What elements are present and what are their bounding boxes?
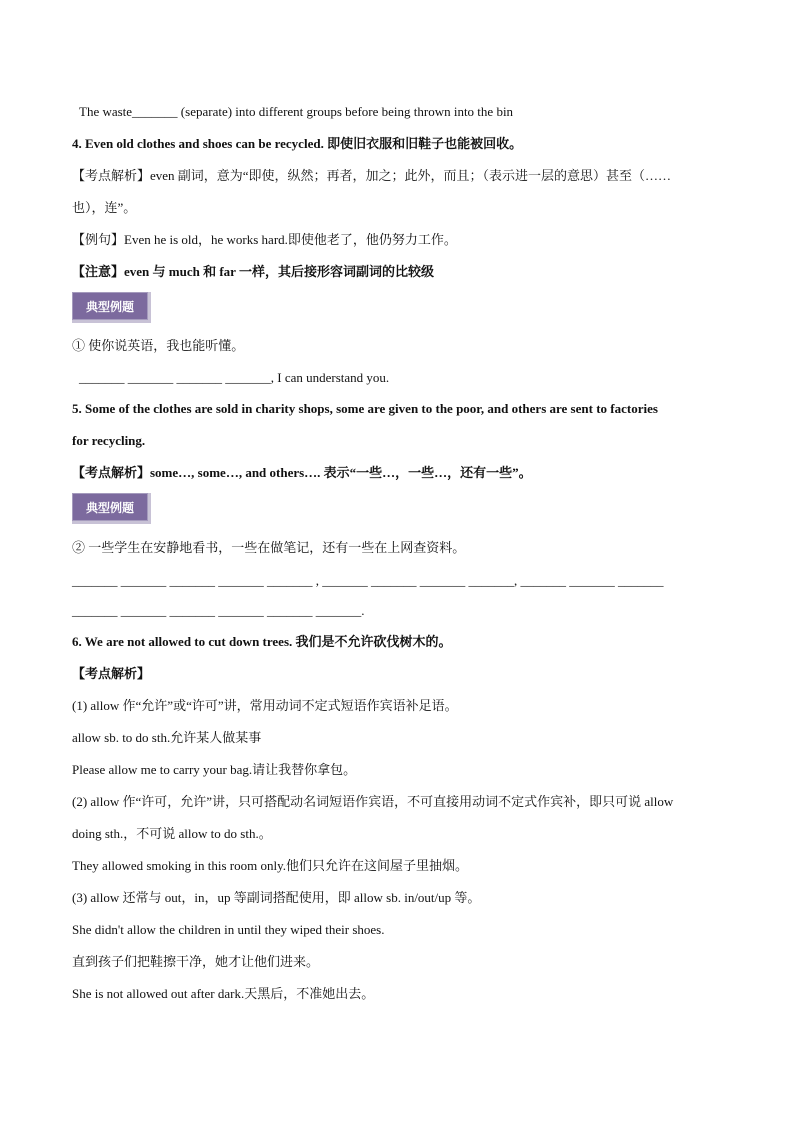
item4-example: 【例句】Even he is old，he works hard.即使他老了，他仍努力工作。	[72, 232, 457, 247]
allow-point-3-example-2: She is not allowed out after dark.天黑后，不准她出去。	[72, 986, 375, 1001]
item6-analysis-head: 【考点解析】	[72, 666, 151, 681]
item5-analysis: 【考点解析】some…, some…, and others…. 表示“一些…，一些…，还有一些”。	[72, 465, 532, 480]
q2-prompt: ② 一些学生在安静地看书，一些在做笔记，还有一些在上网查资料。	[72, 540, 466, 555]
allow-point-1: (1) allow 作“允许”或“许可”讲，常用动词不定式短语作宾语补足语。	[72, 698, 458, 713]
item6-title: 6. We are not allowed to cut down trees. 我们是不允许砍伐树木的。	[72, 634, 452, 649]
allow-point-1-pattern: allow sb. to do sth.允许某人做某事	[72, 730, 262, 745]
allow-point-2-example: They allowed smoking in this room only.他们只允许在这间屋子里抽烟。	[72, 858, 468, 873]
allow-point-3-example-en: She didn't allow the children in until they wiped their shoes.	[72, 922, 385, 937]
allow-point-3: (3) allow 还常与 out，in，up 等副词搭配使用，即 allow sb. in/out/up 等。	[72, 890, 481, 905]
item4-title: 4. Even old clothes and shoes can be recycled. 即使旧衣服和旧鞋子也能被回收。	[72, 136, 523, 151]
item4-analysis-2: 也），连”。	[72, 200, 137, 215]
typical-example-badge: 典型例题	[72, 493, 151, 524]
allow-point-2-b: doing sth.，不可说 allow to do sth.。	[72, 826, 272, 841]
q1-prompt: ① 使你说英语，我也能听懂。	[72, 338, 245, 353]
allow-point-1-example: Please allow me to carry your bag.请让我替你拿包。	[72, 762, 357, 777]
allow-point-2-a: (2) allow 作“许可，允许”讲，只可搭配动名词短语作宾语，不可直接用动词不定式作宾补，即只可说 allow	[72, 794, 674, 809]
q2-answer-blanks-2: _______ _______ _______ _______ _______ _______.	[72, 603, 365, 618]
item4-note: 【注意】even 与 much 和 far 一样，其后接形容词副词的比较级	[72, 264, 434, 279]
item5-title-1: 5. Some of the clothes are sold in charity shops, some are given to the poor, and others are sent to factories	[72, 401, 658, 416]
allow-point-3-example-zh: 直到孩子们把鞋擦干净，她才让他们进来。	[72, 954, 320, 969]
item5-title-2: for recycling.	[72, 433, 146, 448]
typical-example-badge: 典型例题	[72, 292, 151, 323]
item4-analysis-1: 【考点解析】even 副词，意为“即使，纵然；再者，加之；此外，而且；（表示进一层的意思）甚至（……	[72, 168, 672, 183]
q1-answer-blanks: _______ _______ _______ _______, I can understand you.	[79, 370, 390, 385]
q2-answer-blanks-1: _______ _______ _______ _______ _______ , _______ _______ _______ _______, _______ _______ _______	[72, 573, 664, 588]
waste-example: The waste_______ (separate) into different groups before being thrown into the bin	[79, 104, 514, 119]
